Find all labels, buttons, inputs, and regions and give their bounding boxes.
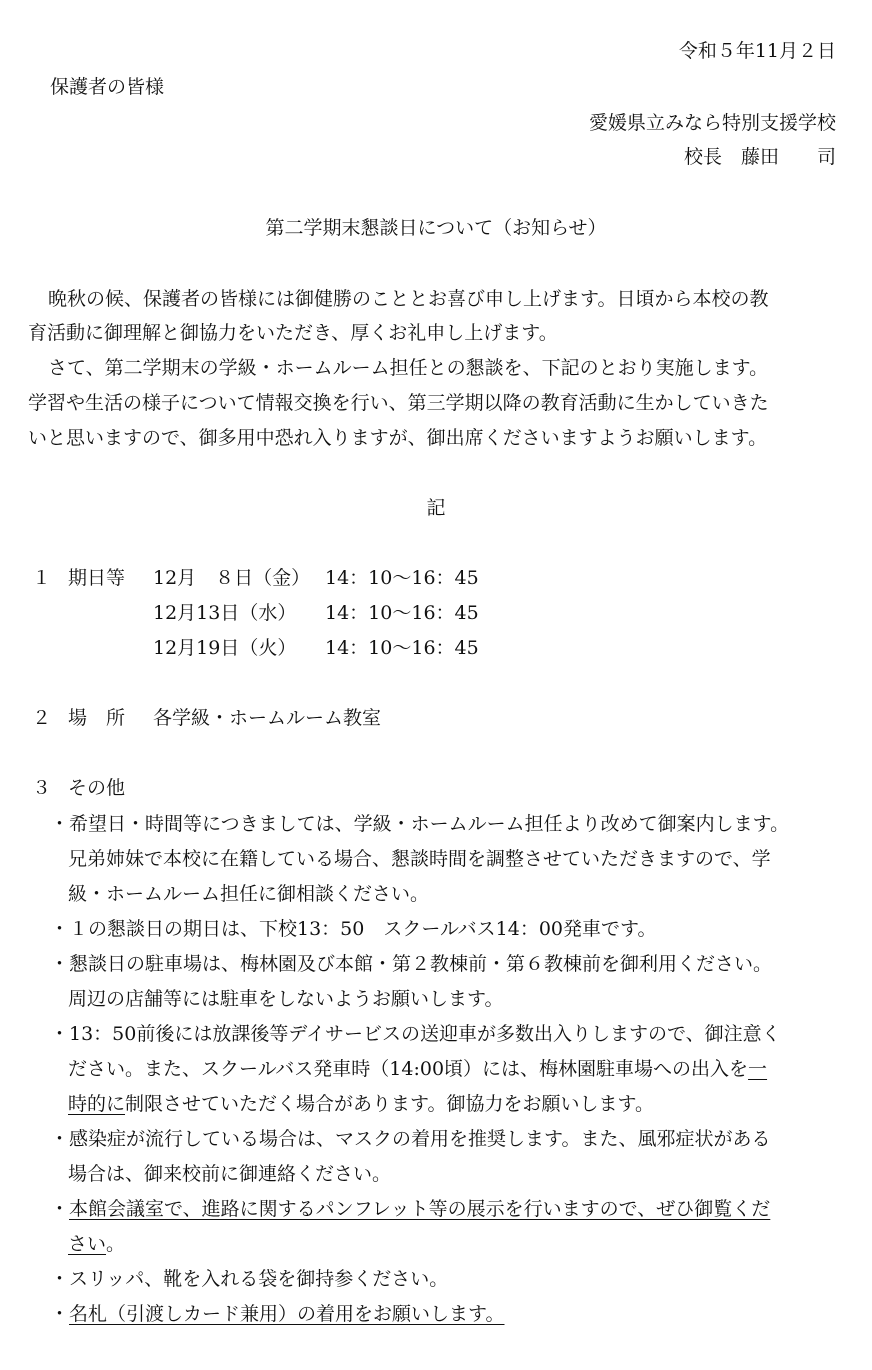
intro-line-2: 育活動に御理解と御協力をいただき、厚くお礼申し上げます。 [28, 322, 558, 344]
ki-heading: 記 [426, 497, 446, 519]
schedule-date-3: 12月19日（火） [153, 637, 297, 659]
other-bullet-8-dot: ・ [50, 1303, 70, 1325]
schedule-date-2: 12月13日（水） [153, 602, 297, 624]
other-bullet-1-line-1: ・希望日・時間等につきましては、学級・ホームルーム担任より改めて御案内します。 [50, 813, 790, 835]
schedule-date-1: 12月 ８日（金） [153, 567, 311, 589]
other-bullet-1-line-3: 級・ホームルーム担任に御相談ください。 [68, 883, 430, 905]
schedule-time-2: 14：10〜16：45 [325, 602, 479, 624]
intro-line-3: さて、第二学期末の学級・ホームルーム担任との懇談を、下記のとおり実施します。 [48, 357, 769, 379]
principal-name: 校長 藤田 司 [683, 146, 836, 168]
other-bullet-4-line-3-text: 制限させていただく場合があります。御協力をお願いします。 [125, 1093, 654, 1115]
other-bullet-6-line-2 [68, 1231, 125, 1257]
other-bullet-4-underlined-end: 時的に [68, 1093, 126, 1115]
schedule-time-1: 14：10〜16：45 [325, 567, 479, 589]
recipient: 保護者の皆様 [50, 76, 165, 98]
section-3-number: ３ [32, 777, 52, 799]
other-bullet-8-underlined-text: 名札（引渡しカード兼用）の着用をお願いします。 [69, 1303, 505, 1325]
other-bullet-6-underlined-end: さい [68, 1233, 107, 1255]
other-bullet-4-line-3 [68, 1091, 654, 1117]
section-3-label: その他 [68, 777, 126, 799]
other-bullet-4-underlined-start: 一 [748, 1058, 768, 1080]
other-bullet-3-line-1: ・懇談日の駐車場は、梅林園及び本館・第２教棟前・第６教棟前を御利用ください。 [50, 953, 773, 975]
other-bullet-4-line-2 [68, 1056, 767, 1082]
other-bullet-6-period: 。 [106, 1233, 126, 1255]
document-date: 令和５年11月２日 [678, 40, 836, 62]
other-bullet-3-line-2: 周辺の店舗等には駐車をしないようお願いします。 [68, 988, 504, 1010]
other-bullet-4-line-1: ・13：50前後には放課後等デイサービスの送迎車が多数出入りしますので、御注意く [50, 1023, 781, 1045]
section-1-label: 期日等 [68, 567, 126, 589]
schedule-time-3: 14：10〜16：45 [325, 637, 479, 659]
section-2-number: ２ [32, 707, 52, 729]
document-title: 第二学期末懇談日について（お知らせ） [265, 217, 607, 239]
section-2-value: 各学級・ホームルーム教室 [153, 707, 382, 729]
other-bullet-5-line-1: ・感染症が流行している場合は、マスクの着用を推奨します。また、風邪症状がある [50, 1128, 771, 1150]
other-bullet-8 [50, 1301, 505, 1327]
other-bullet-7: ・スリッパ、靴を入れる袋を御持参ください。 [50, 1268, 449, 1290]
other-bullet-4-line-2-text: ださい。また、スクールバス発車時（14:00頃）には、梅林園駐車場への出入を [68, 1058, 749, 1080]
intro-line-5: いと思いますので、御多用中恐れ入りますが、御出席くださいますようお願いします。 [28, 427, 768, 449]
intro-line-1: 晩秋の候、保護者の皆様には御健勝のこととお喜び申し上げます。日頃から本校の教 [48, 288, 769, 310]
other-bullet-6-line-1 [50, 1196, 770, 1222]
other-bullet-6-underlined-text: 本館会議室で、進路に関するパンフレット等の展示を行いますので、ぜひ御覧くだ [69, 1198, 771, 1220]
school-name: 愛媛県立みなら特別支援学校 [588, 112, 836, 134]
other-bullet-5-line-2: 場合は、御来校前に御連絡ください。 [68, 1163, 392, 1185]
other-bullet-1-line-2: 兄弟姉妹で本校に在籍している場合、懇談時間を調整させていただきますので、学 [68, 848, 771, 870]
intro-line-4: 学習や生活の様子について情報交換を行い、第三学期以降の教育活動に生かしていきた [28, 392, 769, 414]
section-1-number: １ [32, 567, 52, 589]
section-2-label: 場 所 [68, 707, 126, 729]
other-bullet-6-dot: ・ [50, 1198, 70, 1220]
other-bullet-2: ・１の懇談日の期日は、下校13：50 スクールバス14：00発車です。 [50, 918, 657, 940]
